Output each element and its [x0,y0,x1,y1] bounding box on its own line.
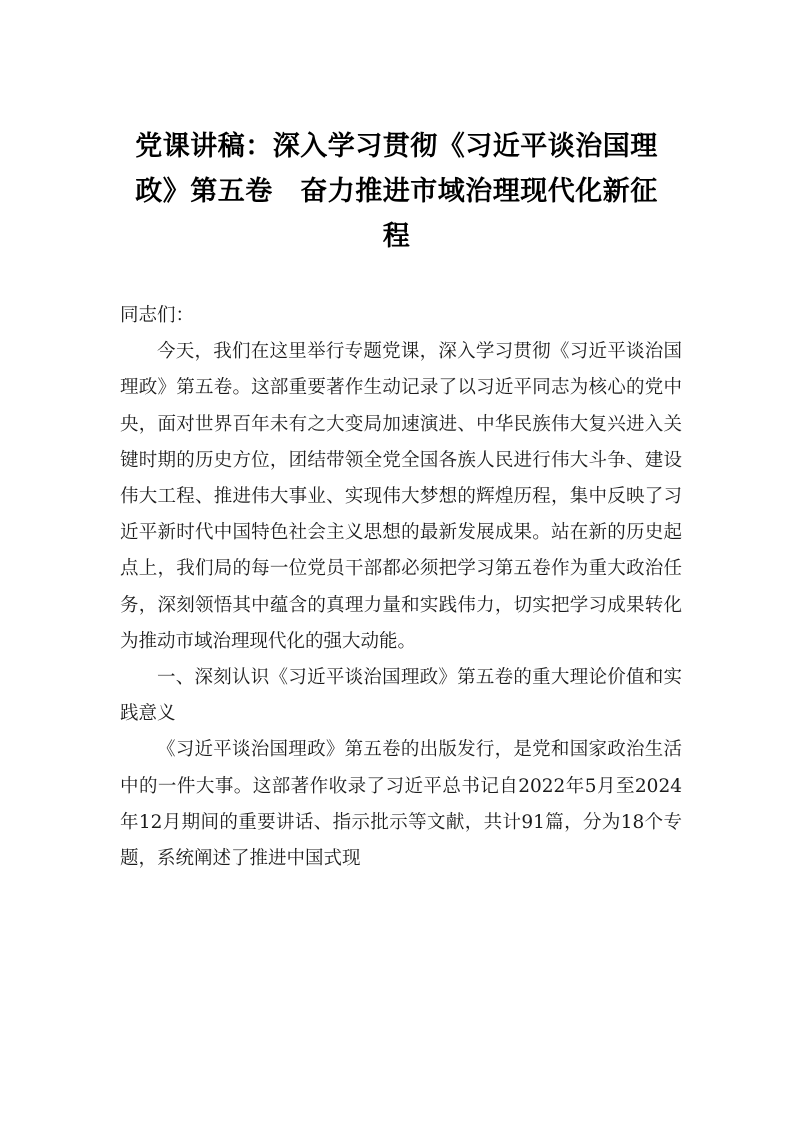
title-line-1: 党课讲稿：深入学习贯彻《习近平谈治国理 [135,131,658,162]
document-title [110,124,683,259]
document-body [120,298,682,877]
section-heading: 一、深刻认识《习近平谈治国理政》第五卷的重大理论价值和实践意义 [120,667,682,725]
title-line-2: 政》第五卷 奋力推进市域治理现代化新征 [135,176,658,207]
body-paragraph: 《习近平谈治国理政》第五卷的出版发行，是党和国家政治生活中的一件大事。这部著作收录了习近平总书记自2022年5月至2024年12月期间的重要讲话、指示批示等文献，共计91篇，分为18个专题，系统阐述了推进中国式现 [120,739,682,870]
title-line-3: 程 [382,221,411,252]
salutation: 同志们： [120,305,195,326]
body-paragraph: 今天，我们在这里举行专题党课，深入学习贯彻《习近平谈治国理政》第五卷。这部重要著作生动记录了以习近平同志为核心的党中央，面对世界百年未有之大变局加速演进、中华民族伟大复兴进入关键时期的历史方位，团结带领全党全国各族人民进行伟大斗争、建设伟大工程、推进伟大事业、实现伟大梦想的辉煌历程，集中反映了习近平新时代中国特色社会主义思想的最新发展成果。站在新的历史起点上，我们局的每一位党员干部都必须把学习第五卷作为重大政治任务，深刻领悟其中蕴含的真理力量和实践伟力，切实把学习成果转化为推动市域治理现代化的强大动能。 [120,341,682,652]
